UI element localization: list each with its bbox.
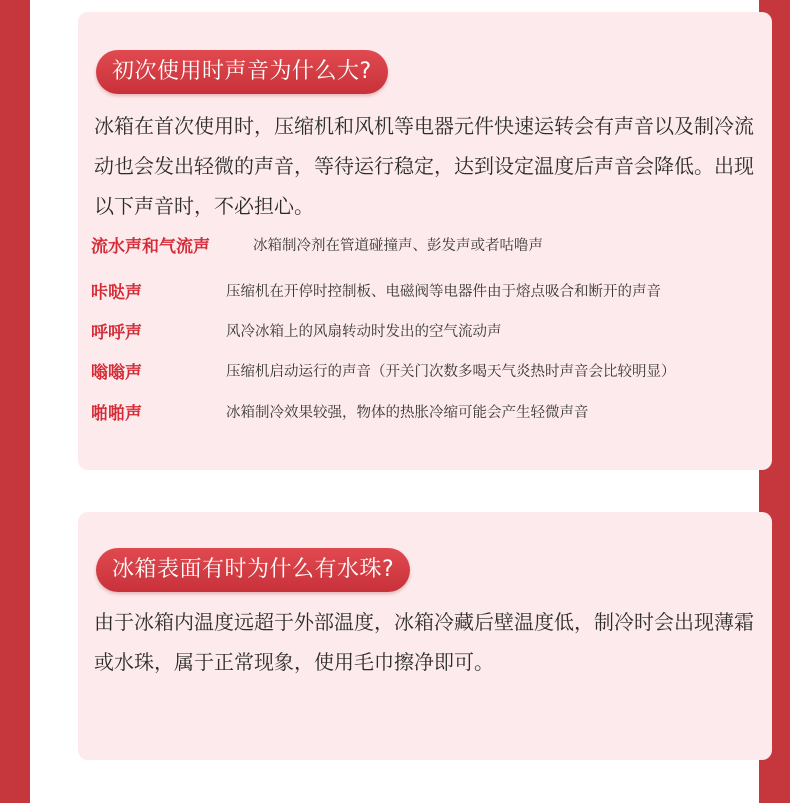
sound-item [78,399,772,427]
page-sheet [30,0,759,803]
sound-desc: 冰箱制冷效果较强，物体的热胀冷缩可能会产生轻微声音 [226,405,589,421]
condensation-paragraph: 由于冰箱内温度远超于外部温度，冰箱冷藏后壁温度低，制冷时会出现薄霜或水珠，属于正常现象，使用毛巾擦净即可。 [94,610,754,674]
sound-item [78,232,772,260]
faq-card-condensation [78,512,772,760]
sound-item [78,278,772,306]
sound-desc: 风冷冰箱上的风扇转动时发出的空气流动声 [226,324,502,340]
sound-desc: 冰箱制冷剂在管道碰撞声、彭发声或者咕噜声 [253,238,543,254]
noise-paragraph: 冰箱在首次使用时，压缩机和风机等电器元件快速运转会有声音以及制冷流动也会发出轻微的声音，等待运行稳定，达到设定温度后声音会降低。出现以下声音时，不必担心。 [94,114,754,218]
sound-term: 呼呼声 [91,323,142,343]
sound-item [78,318,772,346]
section-title-noise: 初次使用时声音为什么大? [96,50,388,94]
sound-term: 啪啪声 [91,404,142,424]
section-title-condensation: 冰箱表面有时为什么有水珠? [96,548,410,592]
sound-term: 咔哒声 [91,283,142,303]
sound-desc: 压缩机启动运行的声音（开关门次数多喝天气炎热时声音会比较明显） [226,364,676,380]
sound-term: 流水声和气流声 [91,237,210,257]
faq-card-noise [78,12,772,470]
sound-desc: 压缩机在开停时控制板、电磁阀等电器件由于熔点吸合和断开的声音 [226,284,661,300]
sound-term: 嗡嗡声 [91,363,142,383]
sound-item [78,358,772,386]
